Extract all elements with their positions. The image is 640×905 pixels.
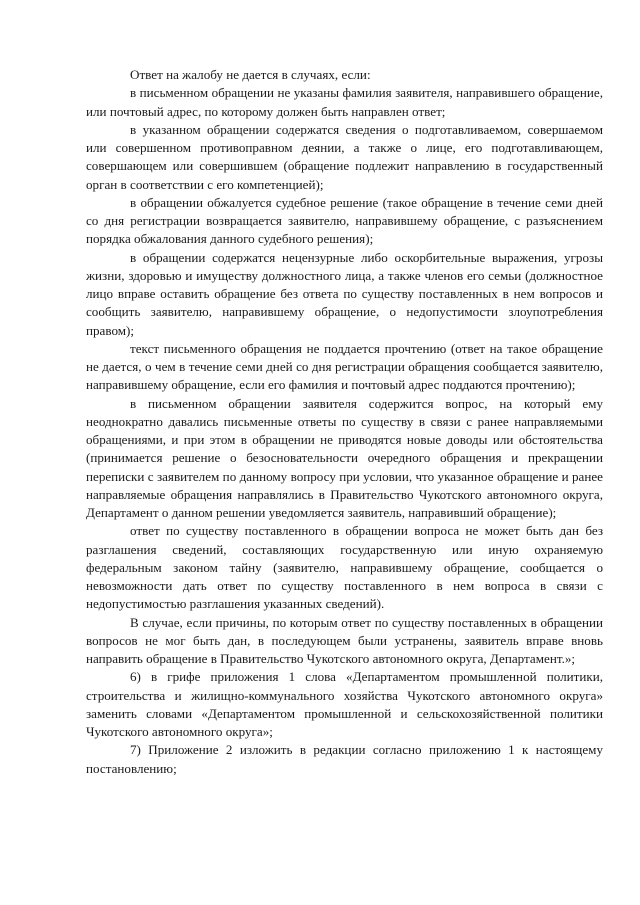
paragraph-item: ответ по существу поставленного в обращении вопроса не может быть дан без разглашения сведений, составляющих государственную или иную охраняемую федеральным законом тайну (заявителю, направившему обращение, сообщается о невозможности дать ответ по существу поставленного в нем вопроса в связи с недопустимостью разглашения указанных сведений). (86, 523, 603, 612)
paragraph-item: в указанном обращении содержатся сведения о подготавливаемом, совершаемом или совершенном противоправном деянии, а также о лице, его подготавливающем, совершающем или совершившем (обращение подлежит направлению в государственный орган в соответствии с его компетенцией); (86, 121, 603, 192)
paragraph-amendment-7: 7) Приложение 2 изложить в редакции согласно приложению 1 к настоящему постановлению; (86, 742, 603, 776)
paragraph-item: текст письменного обращения не поддается прочтению (ответ на такое обращение не дается, о чем в течение семи дней со дня регистрации обращения сообщается заявителю, направившему обращение, если его фамилия и почтовый адрес поддаются прочтению); (86, 340, 603, 393)
paragraph-item: в обращении содержатся нецензурные либо оскорбительные выражения, угрозы жизни, здоровью и имуществу должностного лица, а также членов его семьи (должностное лицо вправе оставить обращение без ответа по существу поставленных в нем вопросов и сообщить заявителю, направившему обращение, о недопустимости злоупотребления правом); (86, 249, 603, 338)
paragraph-item: в письменном обращении заявителя содержится вопрос, на который ему неоднократно давались письменные ответы по существу в связи с ранее направляемыми обращениями, и при этом в обращении не приводятся новые доводы или обстоятельства (принимается решение о безосновательности очередного обращения и прекращении переписки с заявителем по данному вопросу при условии, что указанное обращение и ранее направляемые обращения направлялись в Правительство Чукотского автономного округа, Департамент о данном решении уведомляется заявитель, направивший обращение); (86, 395, 603, 520)
paragraph-intro: Ответ на жалобу не дается в случаях, если: (130, 67, 371, 82)
paragraph-note: В случае, если причины, по которым ответ по существу поставленных в обращении вопросов не мог быть дан, в последующем были устранены, заявитель вправе вновь направить обращение в Правительство Чукотского автономного округа, Департамент.»; (86, 614, 603, 666)
document-body (86, 66, 603, 778)
paragraph-item: в письменном обращении не указаны фамилия заявителя, направившего обращение, или почтовый адрес, по которому должен быть направлен ответ; (86, 85, 603, 119)
paragraph-amendment-6: 6) в грифе приложения 1 слова «Департаментом промышленной политики, строительства и жилищно-коммунального хозяйства Чукотского автономного округа» заменить словами «Департаментом промышленной и сельскохозяйственной политики Чукотского автономного округа»; (86, 669, 603, 739)
paragraph-item: в обращении обжалуется судебное решение (такое обращение в течение семи дней со дня регистрации возвращается заявителю, направившему обращение, с разъяснением порядка обжалования данного судебного решения); (86, 194, 603, 247)
